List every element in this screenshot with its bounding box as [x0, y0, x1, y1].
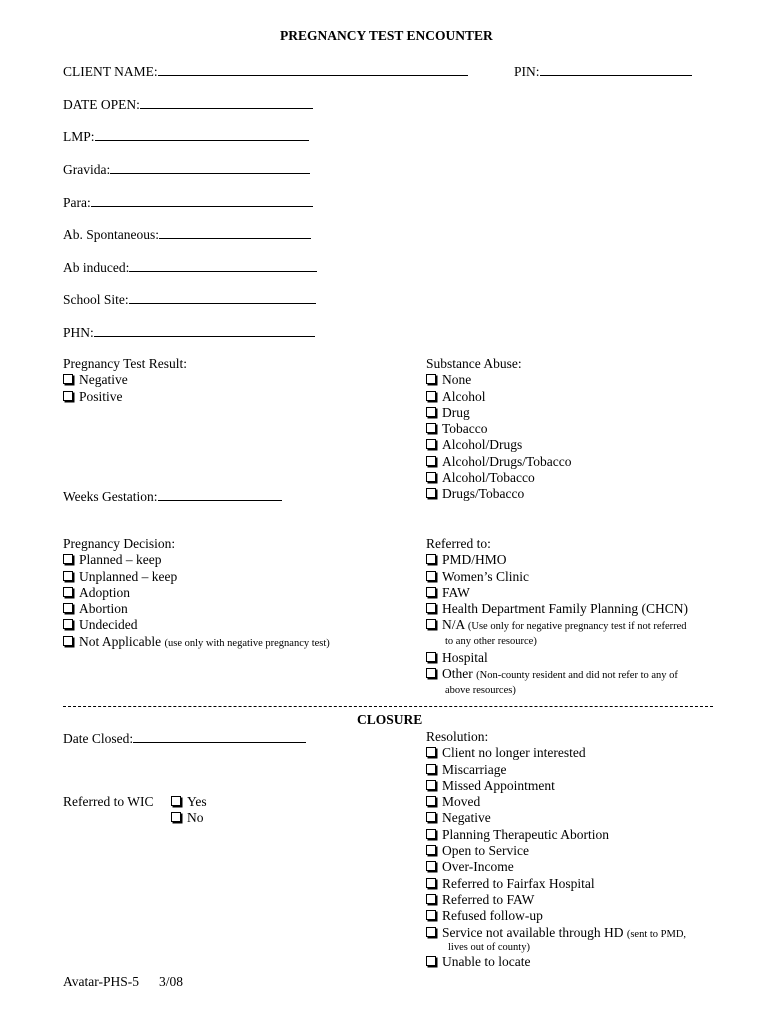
other-note-continued: above resources)	[445, 684, 516, 696]
checkbox[interactable]	[63, 619, 73, 629]
pregnancy-decision-heading: Pregnancy Decision:	[63, 536, 176, 551]
referred-to-wic-label: Referred to WIC	[63, 794, 154, 809]
dashed-divider	[63, 706, 713, 707]
ab-induced-label: Ab induced:	[63, 260, 130, 275]
closure-heading: CLOSURE	[357, 712, 423, 727]
checkbox[interactable]	[426, 861, 436, 871]
pin-line[interactable]	[540, 62, 692, 76]
substance-option[interactable]: Drug	[426, 405, 572, 421]
not-applicable-note: (use only with negative pregnancy test)	[164, 637, 330, 649]
gravida-field[interactable]	[63, 160, 310, 178]
client-name-field[interactable]	[63, 62, 468, 80]
pregnancy-decision-section	[63, 536, 330, 650]
form-date: 3/08	[159, 974, 184, 989]
ab-spontaneous-line[interactable]	[159, 225, 311, 239]
decision-option[interactable]: Unplanned – keep	[63, 569, 330, 585]
referral-option-na[interactable]: N/A (Use only for negative pregnancy test if not referred	[426, 617, 688, 633]
wic-yes-option[interactable]: Yes	[171, 794, 207, 810]
para-label: Para:	[63, 195, 91, 210]
decision-option[interactable]: Abortion	[63, 601, 330, 617]
checkbox[interactable]	[426, 894, 436, 904]
wic-options	[171, 794, 207, 827]
substance-abuse-section	[426, 356, 572, 503]
ab-induced-field[interactable]	[63, 258, 317, 276]
pregnancy-test-option[interactable]: Positive	[63, 389, 187, 405]
referred-to-heading: Referred to:	[426, 536, 491, 551]
lmp-line[interactable]	[95, 127, 309, 141]
na-note: (Use only for negative pregnancy test if not referred	[467, 621, 687, 633]
phn-label: PHN:	[63, 325, 94, 340]
pin-label: PIN:	[514, 64, 540, 79]
checkbox[interactable]	[63, 554, 73, 564]
date-open-label: DATE OPEN:	[63, 97, 140, 112]
client-name-line[interactable]	[158, 62, 468, 76]
ab-spontaneous-label: Ab. Spontaneous:	[63, 227, 159, 242]
referral-option[interactable]: PMD/HMO	[426, 552, 688, 568]
decision-option[interactable]: Planned – keep	[63, 552, 330, 568]
referral-option[interactable]: Health Department Family Planning (CHCN)	[426, 601, 688, 617]
resolution-section	[426, 729, 686, 970]
referral-option-hospital[interactable]: Hospital	[426, 650, 688, 666]
resolution-option[interactable]: Open to Service	[426, 843, 686, 859]
school-site-line[interactable]	[129, 290, 316, 304]
checkbox[interactable]	[171, 796, 181, 806]
checkbox[interactable]	[426, 829, 436, 839]
checkbox[interactable]	[426, 668, 436, 678]
referral-option[interactable]: FAW	[426, 585, 688, 601]
resolution-option[interactable]: Negative	[426, 810, 686, 826]
checkbox[interactable]	[426, 423, 436, 433]
page-title: PREGNANCY TEST ENCOUNTER	[280, 28, 493, 43]
resolution-heading: Resolution:	[426, 729, 489, 744]
checkbox[interactable]	[63, 603, 73, 613]
resolution-option[interactable]: Planning Therapeutic Abortion	[426, 827, 686, 843]
resolution-option[interactable]: Referred to FAW	[426, 892, 686, 908]
checkbox[interactable]	[426, 587, 436, 597]
resolution-option[interactable]: Missed Appointment	[426, 778, 686, 794]
na-note-continued: to any other resource)	[445, 635, 537, 647]
checkbox[interactable]	[426, 747, 436, 757]
referral-option-other[interactable]: Other (Non-county resident and did not refer to any of	[426, 666, 688, 682]
checkbox[interactable]	[426, 796, 436, 806]
checkbox[interactable]	[426, 956, 436, 966]
substance-option[interactable]: Alcohol/Drugs/Tobacco	[426, 454, 572, 470]
phn-field[interactable]	[63, 323, 315, 341]
date-open-field[interactable]	[63, 95, 313, 113]
substance-option[interactable]: Tobacco	[426, 421, 572, 437]
substance-abuse-heading: Substance Abuse:	[426, 356, 522, 371]
decision-option[interactable]: Adoption	[63, 585, 330, 601]
date-closed-field[interactable]	[63, 729, 306, 747]
decision-option[interactable]: Undecided	[63, 617, 330, 633]
lmp-label: LMP:	[63, 129, 95, 144]
date-closed-label: Date Closed:	[63, 731, 134, 746]
date-open-line[interactable]	[140, 95, 313, 109]
checkbox[interactable]	[426, 472, 436, 482]
checkbox[interactable]	[426, 571, 436, 581]
checkbox[interactable]	[63, 587, 73, 597]
decision-option-not-applicable[interactable]: Not Applicable (use only with negative pregnancy test)	[63, 634, 330, 650]
checkbox[interactable]	[63, 571, 73, 581]
resolution-option[interactable]: Moved	[426, 794, 686, 810]
checkbox[interactable]	[426, 488, 436, 498]
ab-spontaneous-field[interactable]	[63, 225, 311, 243]
checkbox[interactable]	[63, 374, 73, 384]
pregnancy-test-option[interactable]: Negative	[63, 372, 187, 388]
checkbox[interactable]	[426, 391, 436, 401]
resolution-option[interactable]: Refused follow-up	[426, 908, 686, 924]
form-id: Avatar-PHS-5	[63, 974, 139, 989]
checkbox[interactable]	[426, 439, 436, 449]
checkbox[interactable]	[426, 619, 436, 629]
checkbox[interactable]	[426, 652, 436, 662]
checkbox[interactable]	[426, 603, 436, 613]
date-closed-line[interactable]	[133, 729, 306, 743]
school-site-label: School Site:	[63, 292, 129, 307]
checkbox[interactable]	[426, 456, 436, 466]
para-line[interactable]	[91, 193, 313, 207]
checkbox[interactable]	[426, 927, 436, 937]
weeks-gestation-field[interactable]	[63, 487, 282, 505]
checkbox[interactable]	[426, 845, 436, 855]
checkbox[interactable]	[426, 554, 436, 564]
ab-induced-line[interactable]	[129, 258, 317, 272]
other-note: (Non-county resident and did not refer to any of	[476, 670, 678, 682]
client-name-label: CLIENT NAME:	[63, 64, 158, 79]
gravida-line[interactable]	[110, 160, 310, 174]
substance-option[interactable]: Alcohol	[426, 389, 572, 405]
school-site-field[interactable]	[63, 290, 316, 308]
checkbox[interactable]	[426, 812, 436, 822]
checkbox[interactable]	[63, 636, 73, 646]
weeks-gestation-label: Weeks Gestation:	[63, 489, 158, 504]
gravida-label: Gravida:	[63, 162, 111, 177]
weeks-gestation-line[interactable]	[158, 487, 282, 501]
checkbox[interactable]	[426, 910, 436, 920]
checkbox[interactable]	[63, 391, 73, 401]
substance-option[interactable]: None	[426, 372, 572, 388]
pregnancy-test-section	[63, 356, 187, 405]
resolution-option[interactable]: Over-Income	[426, 859, 686, 875]
pregnancy-test-heading: Pregnancy Test Result:	[63, 356, 188, 371]
resolution-option[interactable]: Miscarriage	[426, 762, 686, 778]
resolution-option[interactable]: Client no longer interested	[426, 745, 686, 761]
checkbox[interactable]	[426, 780, 436, 790]
para-field[interactable]	[63, 193, 313, 211]
checkbox[interactable]	[426, 764, 436, 774]
substance-option[interactable]: Alcohol/Drugs	[426, 437, 572, 453]
substance-option[interactable]: Drugs/Tobacco	[426, 486, 572, 502]
pin-field[interactable]	[514, 62, 692, 80]
checkbox[interactable]	[426, 878, 436, 888]
resolution-option-service-na[interactable]: Service not available through HD (sent to PMD,	[426, 925, 686, 941]
resolution-option[interactable]: Referred to Fairfax Hospital	[426, 876, 686, 892]
wic-no-option[interactable]: No	[171, 810, 207, 826]
referral-option[interactable]: Women’s Clinic	[426, 569, 688, 585]
phn-line[interactable]	[94, 323, 315, 337]
lmp-field[interactable]	[63, 127, 309, 145]
service-na-note: (sent to PMD,	[626, 928, 687, 940]
checkbox[interactable]	[171, 812, 181, 822]
referred-to-section	[426, 536, 688, 699]
service-na-note-continued: lives out of county)	[448, 941, 530, 953]
checkbox[interactable]	[426, 374, 436, 384]
checkbox[interactable]	[426, 407, 436, 417]
substance-option[interactable]: Alcohol/Tobacco	[426, 470, 572, 486]
resolution-option-unable[interactable]: Unable to locate	[426, 954, 686, 970]
